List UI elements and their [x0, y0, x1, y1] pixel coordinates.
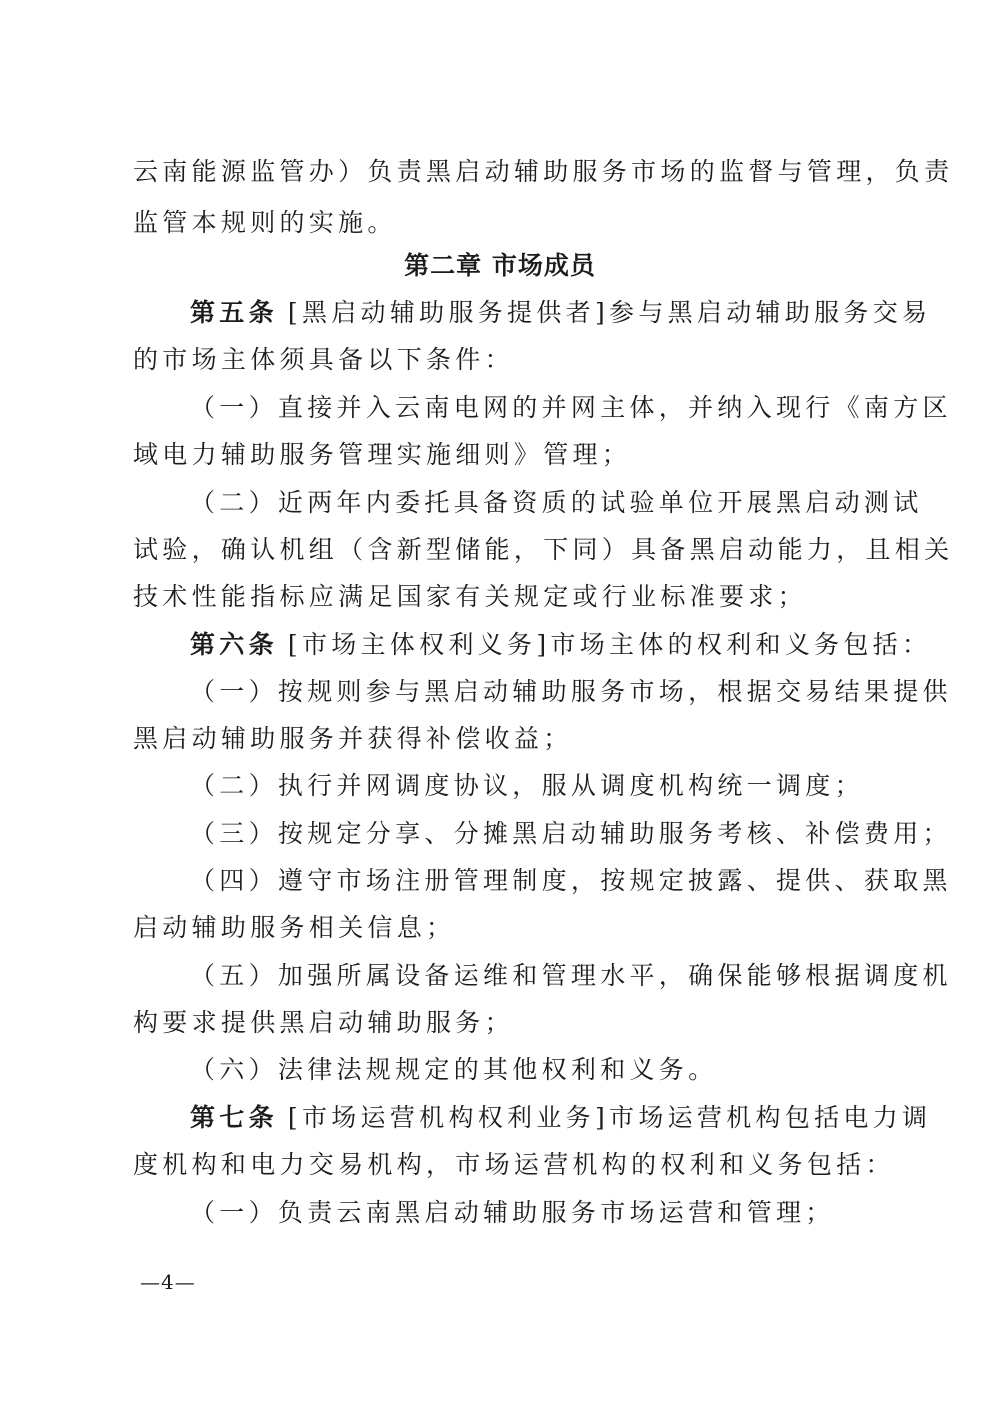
text-line: 构要求提供黑启动辅助服务；: [133, 1008, 514, 1037]
list-item-line: （五）加强所属设备运维和管理水平，确保能够根据调度机: [190, 961, 952, 990]
page-number: —4—: [140, 1270, 196, 1294]
article-text: [黑启动辅助服务提供者]参与黑启动辅助服务交易: [287, 298, 932, 327]
list-item-line: （一）直接并入云南电网的并网主体，并纳入现行《南方区: [190, 393, 952, 422]
list-item-line: （二）执行并网调度协议，服从调度机构统一调度；: [190, 771, 864, 800]
text-line: 云南能源监管办）负责黑启动辅助服务市场的监督与管理，负责: [133, 157, 954, 186]
article-number: 第七条: [190, 1103, 278, 1132]
list-item-line: （一）负责云南黑启动辅助服务市场运营和管理；: [190, 1198, 835, 1227]
article-number: 第六条: [190, 630, 278, 659]
article-line: [190, 296, 931, 330]
text-line: 启动辅助服务相关信息；: [133, 913, 456, 942]
text-line: 监管本规则的实施。: [133, 208, 397, 237]
article-line: [190, 628, 931, 662]
list-item-line: （六）法律法规规定的其他权利和义务。: [190, 1055, 718, 1084]
text-line: 试验，确认机组（含新型储能，下同）具备黑启动能力，且相关: [133, 535, 954, 564]
article-number: 第五条: [190, 298, 278, 327]
list-item-line: （三）按规定分享、分摊黑启动辅助服务考核、补偿费用；: [190, 819, 952, 848]
text-line: 黑启动辅助服务并获得补偿收益；: [133, 724, 573, 753]
text-line: 技术性能指标应满足国家有关规定或行业标准要求；: [133, 582, 807, 611]
text-line: 域电力辅助服务管理实施细则》管理；: [133, 440, 632, 469]
article-text: [市场运营机构权利业务]市场运营机构包括电力调: [287, 1103, 932, 1132]
chapter-heading: 第二章 市场成员: [404, 251, 596, 280]
article-text: [市场主体权利义务]市场主体的权利和义务包括：: [287, 630, 932, 659]
text-line: 的市场主体须具备以下条件：: [133, 345, 514, 374]
text-line: 度机构和电力交易机构，市场运营机构的权利和义务包括：: [133, 1150, 895, 1179]
list-item-line: （四）遵守市场注册管理制度，按规定披露、提供、获取黑: [190, 866, 952, 895]
list-item-line: （二）近两年内委托具备资质的试验单位开展黑启动测试: [190, 488, 923, 517]
article-line: [190, 1101, 931, 1135]
list-item-line: （一）按规则参与黑启动辅助服务市场，根据交易结果提供: [190, 677, 952, 706]
